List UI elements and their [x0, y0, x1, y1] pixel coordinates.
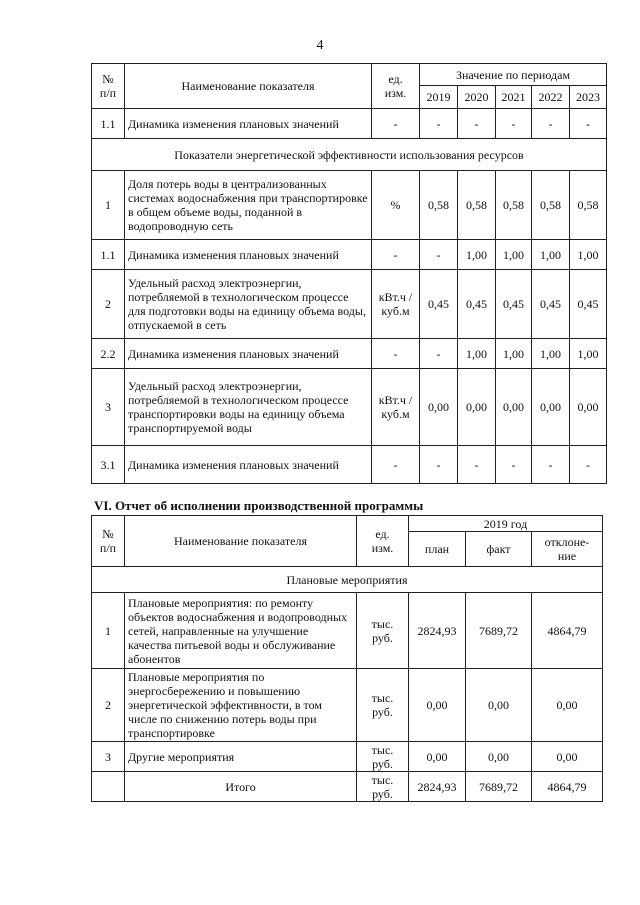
program-report-table	[91, 515, 603, 802]
row-unit: тыс. руб.	[357, 669, 409, 742]
row-unit: кВт.ч / куб.м	[372, 369, 420, 446]
row-num: 2.2	[92, 339, 125, 369]
row-name: Динамика изменения плановых значений	[125, 446, 372, 484]
row-value: -	[420, 339, 458, 369]
row-fact: 7689,72	[466, 593, 532, 669]
row-value: 0,58	[570, 171, 607, 240]
row-value: -	[570, 446, 607, 484]
row-value: 0,58	[458, 171, 496, 240]
row-name: Динамика изменения плановых значений	[125, 339, 372, 369]
table-row	[92, 669, 603, 742]
row-unit: %	[372, 171, 420, 240]
row-num: 2	[92, 270, 125, 339]
row-value: 1,00	[496, 240, 532, 270]
row-value: -	[458, 109, 496, 139]
header-year: 2019	[420, 86, 458, 109]
row-num	[92, 772, 125, 802]
row-num: 3	[92, 369, 125, 446]
header-name: Наименование показателя	[125, 64, 372, 109]
header-year: 2020	[458, 86, 496, 109]
row-fact: 0,00	[466, 669, 532, 742]
header-unit: ед. изм.	[357, 516, 409, 567]
row-value: -	[458, 446, 496, 484]
table-row	[92, 369, 607, 446]
section-title: Плановые мероприятия	[92, 567, 603, 593]
row-plan: 0,00	[409, 742, 466, 772]
table-row	[92, 339, 607, 369]
row-name: Плановые мероприятия: по ремонту объектов водоснабжения и водопроводных сетей, направленные на улучшение качества питьевой воды и обслуживание абонентов	[125, 593, 357, 669]
table-row	[92, 446, 607, 484]
page-number: 4	[316, 38, 324, 53]
row-value: 1,00	[458, 339, 496, 369]
table-row	[92, 171, 607, 240]
row-num: 1	[92, 593, 125, 669]
row-value: 0,58	[496, 171, 532, 240]
row-value: 0,45	[532, 270, 570, 339]
row-value: -	[532, 446, 570, 484]
row-value: 1,00	[570, 339, 607, 369]
row-value: 0,00	[458, 369, 496, 446]
total-label: Итого	[125, 772, 357, 802]
row-name: Динамика изменения плановых значений	[125, 109, 372, 139]
indicators-table	[91, 63, 607, 484]
row-value: 0,00	[532, 369, 570, 446]
row-name: Другие мероприятия	[125, 742, 357, 772]
row-value: 1,00	[532, 339, 570, 369]
section-title: Показатели энергетической эффективности использования ресурсов	[92, 139, 607, 171]
header-num: № п/п	[92, 64, 125, 109]
header-deviation: отклоне- ние	[532, 532, 603, 567]
header-year: 2021	[496, 86, 532, 109]
row-unit: -	[372, 109, 420, 139]
row-num: 2	[92, 669, 125, 742]
row-num: 1	[92, 171, 125, 240]
row-value: 0,58	[532, 171, 570, 240]
row-unit: -	[372, 446, 420, 484]
table-row	[92, 240, 607, 270]
row-deviation: 0,00	[532, 742, 603, 772]
header-num: № п/п	[92, 516, 125, 567]
row-value: -	[570, 109, 607, 139]
row-unit: тыс. руб.	[357, 742, 409, 772]
row-deviation: 0,00	[532, 669, 603, 742]
table-row	[92, 742, 603, 772]
header-year: 2022	[532, 86, 570, 109]
header-periods: Значение по периодам	[420, 64, 607, 86]
row-value: 0,00	[496, 369, 532, 446]
header-year: 2019 год	[409, 516, 603, 532]
header-year: 2023	[570, 86, 607, 109]
row-value: -	[496, 446, 532, 484]
row-name: Динамика изменения плановых значений	[125, 240, 372, 270]
row-unit: тыс. руб.	[357, 593, 409, 669]
row-unit: -	[372, 240, 420, 270]
row-unit: тыс. руб.	[357, 772, 409, 802]
row-name: Удельный расход электроэнергии, потребляемой в технологическом процессе транспортировки воды на единицу объема транспортируемой воды	[125, 369, 372, 446]
header-fact: факт	[466, 532, 532, 567]
row-value: 0,58	[420, 171, 458, 240]
row-value: 1,00	[496, 339, 532, 369]
row-value: 0,45	[570, 270, 607, 339]
row-value: 1,00	[532, 240, 570, 270]
row-value: -	[496, 109, 532, 139]
row-fact: 0,00	[466, 742, 532, 772]
row-value: 0,45	[420, 270, 458, 339]
header-plan: план	[409, 532, 466, 567]
row-unit: кВт.ч / куб.м	[372, 270, 420, 339]
table-row-total	[92, 772, 603, 802]
row-value: -	[420, 240, 458, 270]
row-plan: 2824,93	[409, 593, 466, 669]
row-name: Плановые мероприятия по энергосбережению и повышению энергетической эффективности, в том числе по снижению потерь воды при транспортировке	[125, 669, 357, 742]
row-value: 0,45	[496, 270, 532, 339]
row-value: 0,45	[458, 270, 496, 339]
row-fact: 7689,72	[466, 772, 532, 802]
row-value: -	[532, 109, 570, 139]
row-value: 0,00	[420, 369, 458, 446]
row-num: 1.1	[92, 240, 125, 270]
row-deviation: 4864,79	[532, 593, 603, 669]
row-num: 3.1	[92, 446, 125, 484]
table-row	[92, 593, 603, 669]
header-unit: ед. изм.	[372, 64, 420, 109]
row-plan: 2824,93	[409, 772, 466, 802]
row-name: Доля потерь воды в централизованных системах водоснабжения при транспортировке в общем объеме воды, поданной в водопроводную сеть	[125, 171, 372, 240]
row-plan: 0,00	[409, 669, 466, 742]
row-num: 1.1	[92, 109, 125, 139]
table-row	[92, 109, 607, 139]
row-num: 3	[92, 742, 125, 772]
header-name: Наименование показателя	[125, 516, 357, 567]
row-name: Удельный расход электроэнергии, потребляемой в технологическом процессе для подготовки воды на единицу объема воды, отпускаемой в сеть	[125, 270, 372, 339]
section-heading: VI. Отчет об исполнении производственной программы	[94, 498, 424, 513]
row-value: 0,00	[570, 369, 607, 446]
row-unit: -	[372, 339, 420, 369]
table-row	[92, 270, 607, 339]
row-value: 1,00	[458, 240, 496, 270]
row-value: 1,00	[570, 240, 607, 270]
row-value: -	[420, 109, 458, 139]
row-deviation: 4864,79	[532, 772, 603, 802]
row-value: -	[420, 446, 458, 484]
